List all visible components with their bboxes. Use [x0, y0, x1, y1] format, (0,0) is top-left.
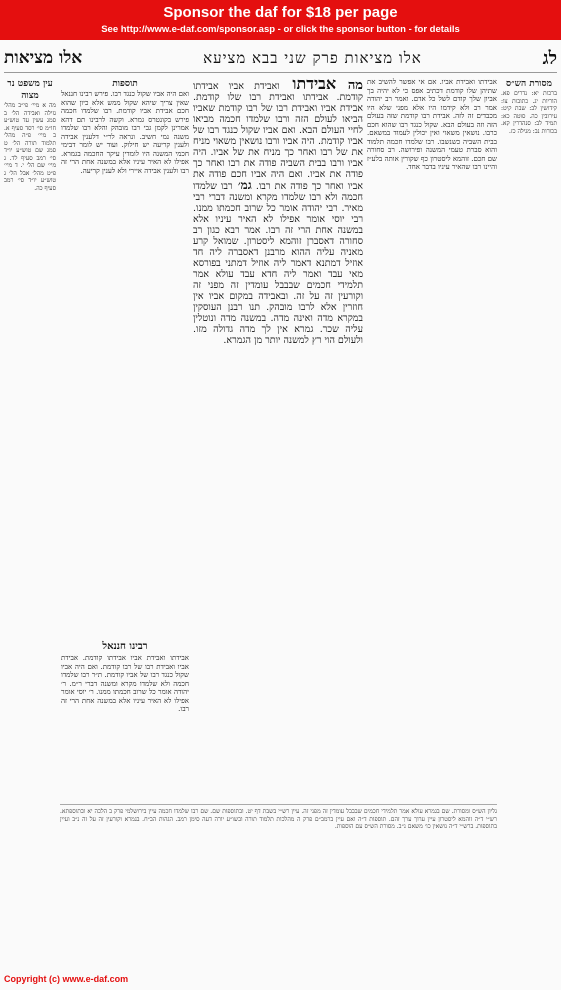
folio-number: לג	[542, 47, 557, 69]
masoret-title: מסורת הש״ס	[506, 79, 552, 89]
sponsor-details-link[interactable]: See http://www.e-daf.com/sponsor.asp - or click the sponsor button - for details	[101, 24, 460, 35]
rashi-text: אבידתו ואבידת אביו. אם אי אפשר להשיב את שתיהן שלו קודמת דכתיב אפס כי לא יהיה בך אביון שלך קודם לשל כל אדם. ואמר רב יהודה אמר רב ולא קידמו היו אלא מפני שלא היו מכבדים זה לזה. אבידת רבו קודמת שזה בעולם הזה וזה בעולם הבא. שקול כנגד רבו שהוא חכם כרבו. נושאין משאוי ואין יכולין לעמוד במשאם. בבית השביה כשנשבו. רבו שלמדו חכמה תלמוד והוא סברת טעמי המשנה ופירושה. רב סחורה שם חכם. זוהמא ליסטרון כף שקורין אותה בלע״ז והיינו רבו שהאיר עיניו בדבר אחד.	[367, 78, 497, 171]
tosafot-column	[61, 78, 189, 638]
page-header	[4, 44, 557, 73]
talmud-page	[0, 40, 561, 990]
copyright-link[interactable]: Copyright (c) www.e-daf.com	[4, 974, 129, 984]
mishnah-text: ואבידת אביו אבידתו קודמת. אבידתו ואבידת רבו שלו קודמת. אבידת אביו ואבידת רבו של רבו קודמת שאביו הביאו לעולם הזה ורבו שלמדו חכמה מביאו לחיי העולם הבא. ואם אביו שקול כנגד רבו של אביו קודמת. היה אביו ורבו נושאין משאוי מניח את של רבו ואחר כך מניח את של אביו. היה אביו ורבו בבית השביה פודה את רבו ואחר כך פודה את אביו. ואם היה אביו חכם פודה את אביו ואחר כך פודה את רבו.	[193, 81, 363, 192]
tosafot-title: תוספות	[112, 79, 138, 89]
mishnah-marker: מה	[336, 78, 363, 93]
gemara-marker: גמ׳	[232, 178, 252, 192]
sponsor-banner[interactable]	[0, 0, 561, 41]
sponsor-headline[interactable]: Sponsor the daf for $18 per page	[163, 4, 398, 21]
masoret-text: ברכות יא: נדרים פא. הוריות יג. כתובות צו: קידושין לב: שבת קיט: עירובין כה. סוטה כא: תמיד לב: סנהדרין קא. בכורות נב: מגילה כז.	[501, 90, 557, 135]
rabbeinu-chananel-text: אבידתו ואבידת אביו אבידתו קודמת. אבידת אביו ואבידת רבו של רבו קודמת. ואם היה אביו שקול כנגד רבו של אביו קודמת. ת״ר רבו שלמדו חכמה ולא שלמדו מקרא ומשנה דברי ר״מ. ר׳ יהודה אומר כל שרוב חכמתו ממנו. ר׳ יוסי אומר אפילו לא האיר עיניו אלא במשנה אחת הרי זה רבו.	[61, 654, 189, 713]
gemara-column	[193, 78, 363, 798]
tosafot-text: ואם היה אביו שקול כנגד רבו. פירש רבינו חננאל שאין צריך שיהא שקול ממש אלא כיון שהוא חכם אבידת אביו קודמת. רבו שלמדו חכמה פירש בקונטרס גמרא. וקשה לרבינו תם דהא אמרינן לקמן גבי רבו מובהק והלא רבו שלמדו משנה נמי חשיב. ונראה לר״י דלענין אבידה ולענין קריעה יש חילוק. ועוד יש לומר דבימי חכמי המשנה היו לומדין עיקר החכמה בגמרא. אפילו לא האיר עיניו אלא במשנה אחת הרי זה רבו ולענין אבידה איירי ולא לענין קריעה.	[61, 90, 189, 175]
ein-mishpat-column	[4, 78, 56, 918]
ein-mishpat-text: מה א מיי׳ פי״ב מהל׳ גזילה ואבידה הל׳ ב סמג עשין עד טוש״ע חו״מ סי׳ רסד סעיף א. ב מיי׳ פ״ה מהל׳ תלמוד תורה הל׳ ט סמג שם טוש״ע יו״ד סי׳ רמב סעיף לד. ג מיי׳ שם הל׳ י. ד מיי׳ פ״ט מהל׳ אבל הל׳ ג טוש״ע יו״ד סי׳ רמב סעיף כה.	[4, 102, 56, 192]
chapter-title: אלו מציאות פרק שני בבא מציעא	[203, 48, 422, 67]
rashi-column	[367, 78, 497, 798]
ein-mishpat-title: עין משפט נר מצוה	[7, 79, 53, 101]
gemara-text: רבו שלמדו חכמה ולא רבו שלמדו מקרא ומשנה דברי רבי מאיר. רבי יהודה אומר כל שרוב חכמתו ממנו. רבי יוסי אומר אפילו לא האיר עיניו אלא במשנה אחת הרי זה רבו. אמר רבא כגון רב סחורה דאסברן זוהמא ליסטרון. שמואל קרע מאניה עליה ההוא מרבנן דאסברה ליה חד אוזיל דמתנא דאמר ליה אוזיל דמתני בפורסא מאי עבד ואמר ליה חדא עבד עולא אמר תלמידי חכמים שבבבל עומדין זה מפני זה וקורעין זה על זה. ובאבידה במקום אביו אין חוזרין אלא לרבו מובהק. תנו רבנן העוסקין במקרא מדה ואינה מדה. במשנה מדה ונוטלין עליה שכר. גמרא אין לך מדה גדולה מזו. ולעולם הוי רץ למשנה יותר מן הגמרא.	[193, 181, 363, 346]
mishnah-opening-word: אבידתו	[279, 78, 337, 93]
rabbeinu-chananel-title: רבינו חננאל	[102, 641, 148, 652]
tractate-name: אלו מציאות	[4, 48, 83, 68]
masoret-hashas-column	[501, 78, 557, 798]
bottom-commentary-text: גליון הש״ס ומסורת. שם בגמרא עולא אמר תלמידי חכמים שבבבל עומדין זה מפני זה. עיין רש״י בשבת דף יט. ובתוספות שם. שם רבו שלמדו חכמה עיין בירושלמי פרק ב הלכה יא ובתוספתא. רש״י ד״ה זוהמא ליסטרון עיין ערוך ערך זהם. תוספות ד״ה ואם עיין ברמב״ם פרק ה מהלכות תלמוד תורה ובשו״ע יורה דעה סימן רמב. הגהות הב״ח. בגמרא וקורעין זה על זה נ״ב ועיין בתוספות. ברש״י ד״ה נושאין כו׳ משאם נ״ב. מסורת הש״ס עם הוספות.	[60, 808, 497, 830]
bottom-commentaries	[60, 804, 497, 958]
